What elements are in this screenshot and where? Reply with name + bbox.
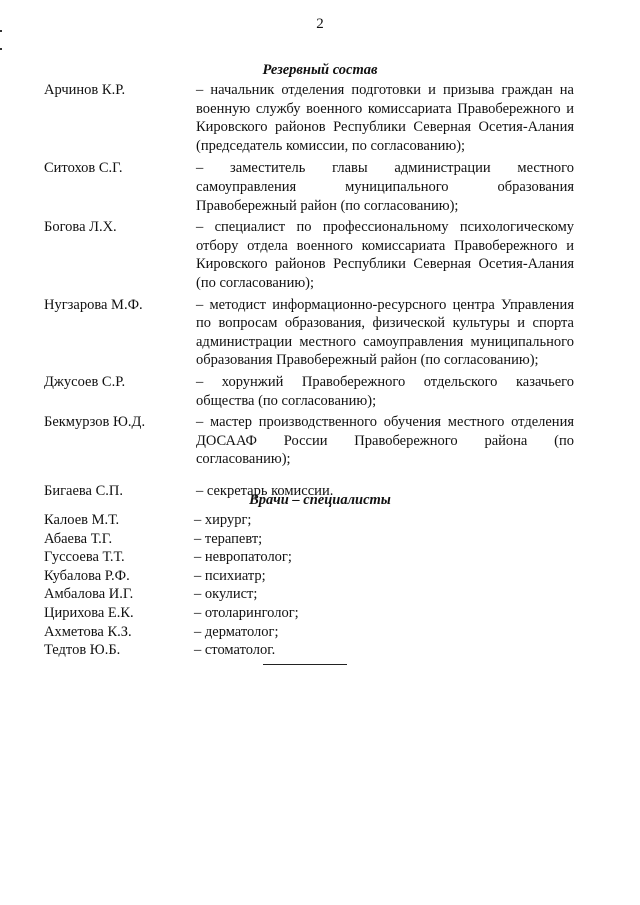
member-name: Ситохов С.Г. <box>44 160 123 177</box>
doctor-row <box>44 604 444 623</box>
doctor-row <box>44 530 444 549</box>
member-row <box>44 159 574 215</box>
member-role: – мастер производственного обучения местного отделения ДОСААФ России Правобережного района (по согласованию); <box>196 414 574 468</box>
member-role: – специалист по профессиональному психологическому отбору отдела военного комиссариата Правобережного и Кировского районов Республики Северная Осетия-Алания (по согласованию); <box>196 219 574 291</box>
member-row <box>44 296 574 370</box>
doctor-row <box>44 567 444 586</box>
doctor-specialty: – дерматолог; <box>194 623 279 640</box>
doctor-specialty: – хирург; <box>194 512 252 528</box>
doctor-name: Абаева Т.Г. <box>44 530 113 547</box>
member-role: – методист информационно-ресурсного центра Управления по вопросам образования, физической культуры и спорта администрации местного самоуправления муниципального образования Правобережный район (по согласованию); <box>196 296 574 369</box>
member-row <box>44 373 574 410</box>
closing-rule <box>263 664 347 665</box>
member-name: Арчинов К.Р. <box>44 82 126 98</box>
reserve-members-list <box>44 81 574 500</box>
doctor-row <box>44 641 444 660</box>
doctors-list <box>44 511 444 660</box>
member-name: Джусоев С.Р. <box>44 373 126 390</box>
doctor-name: Калоев М.Т. <box>44 512 120 528</box>
doctor-specialty: – невропатолог; <box>194 549 292 566</box>
member-row <box>44 413 574 469</box>
member-row <box>44 218 574 292</box>
doctor-row <box>44 548 444 567</box>
member-role: – начальник отделения подготовки и призыва граждан на военную службу военного комиссариата Правобережного и Кировского районов Республики Северная Осетия-Алания (председатель комиссии, по согласованию); <box>196 82 574 154</box>
doctor-name: Ахметова К.З. <box>44 623 132 640</box>
doctors-section-title: Врачи – специалисты <box>249 492 391 508</box>
page-number: 2 <box>316 16 324 32</box>
doctor-row <box>44 623 444 642</box>
doctor-name: Гуссоева Т.Т. <box>44 549 125 566</box>
doctor-name: Кубалова Р.Ф. <box>44 567 130 584</box>
doctor-specialty: – терапевт; <box>194 530 263 547</box>
doctor-row <box>44 585 444 604</box>
reserve-section-title: Резервный состав <box>262 62 378 78</box>
doctor-specialty: – стоматолог. <box>194 642 276 659</box>
doctor-name: Тедтов Ю.Б. <box>44 642 121 659</box>
member-row <box>44 81 574 155</box>
doctor-name: Амбалова И.Г. <box>44 586 134 603</box>
doctor-row <box>44 511 444 530</box>
member-role: – хорунжий Правобережного отдельского казачьего общества (по согласованию); <box>196 373 574 409</box>
member-name: Богова Л.Х. <box>44 219 117 236</box>
doctor-specialty: – окулист; <box>194 586 258 603</box>
doctor-name: Цирихова Е.К. <box>44 604 134 621</box>
member-name: Бекмурзов Ю.Д. <box>44 414 146 431</box>
member-name: Бигаева С.П. <box>44 482 124 499</box>
member-role: – заместитель главы администрации местного самоуправления муниципального образования Правобережный район (по согласованию); <box>196 160 574 214</box>
doctor-specialty: – отоларинголог; <box>194 604 299 621</box>
member-name: Нугзарова М.Ф. <box>44 296 143 313</box>
member-role: – секретарь комиссии. <box>196 482 334 499</box>
doctor-specialty: – психиатр; <box>194 567 266 584</box>
scan-mark <box>0 48 2 50</box>
